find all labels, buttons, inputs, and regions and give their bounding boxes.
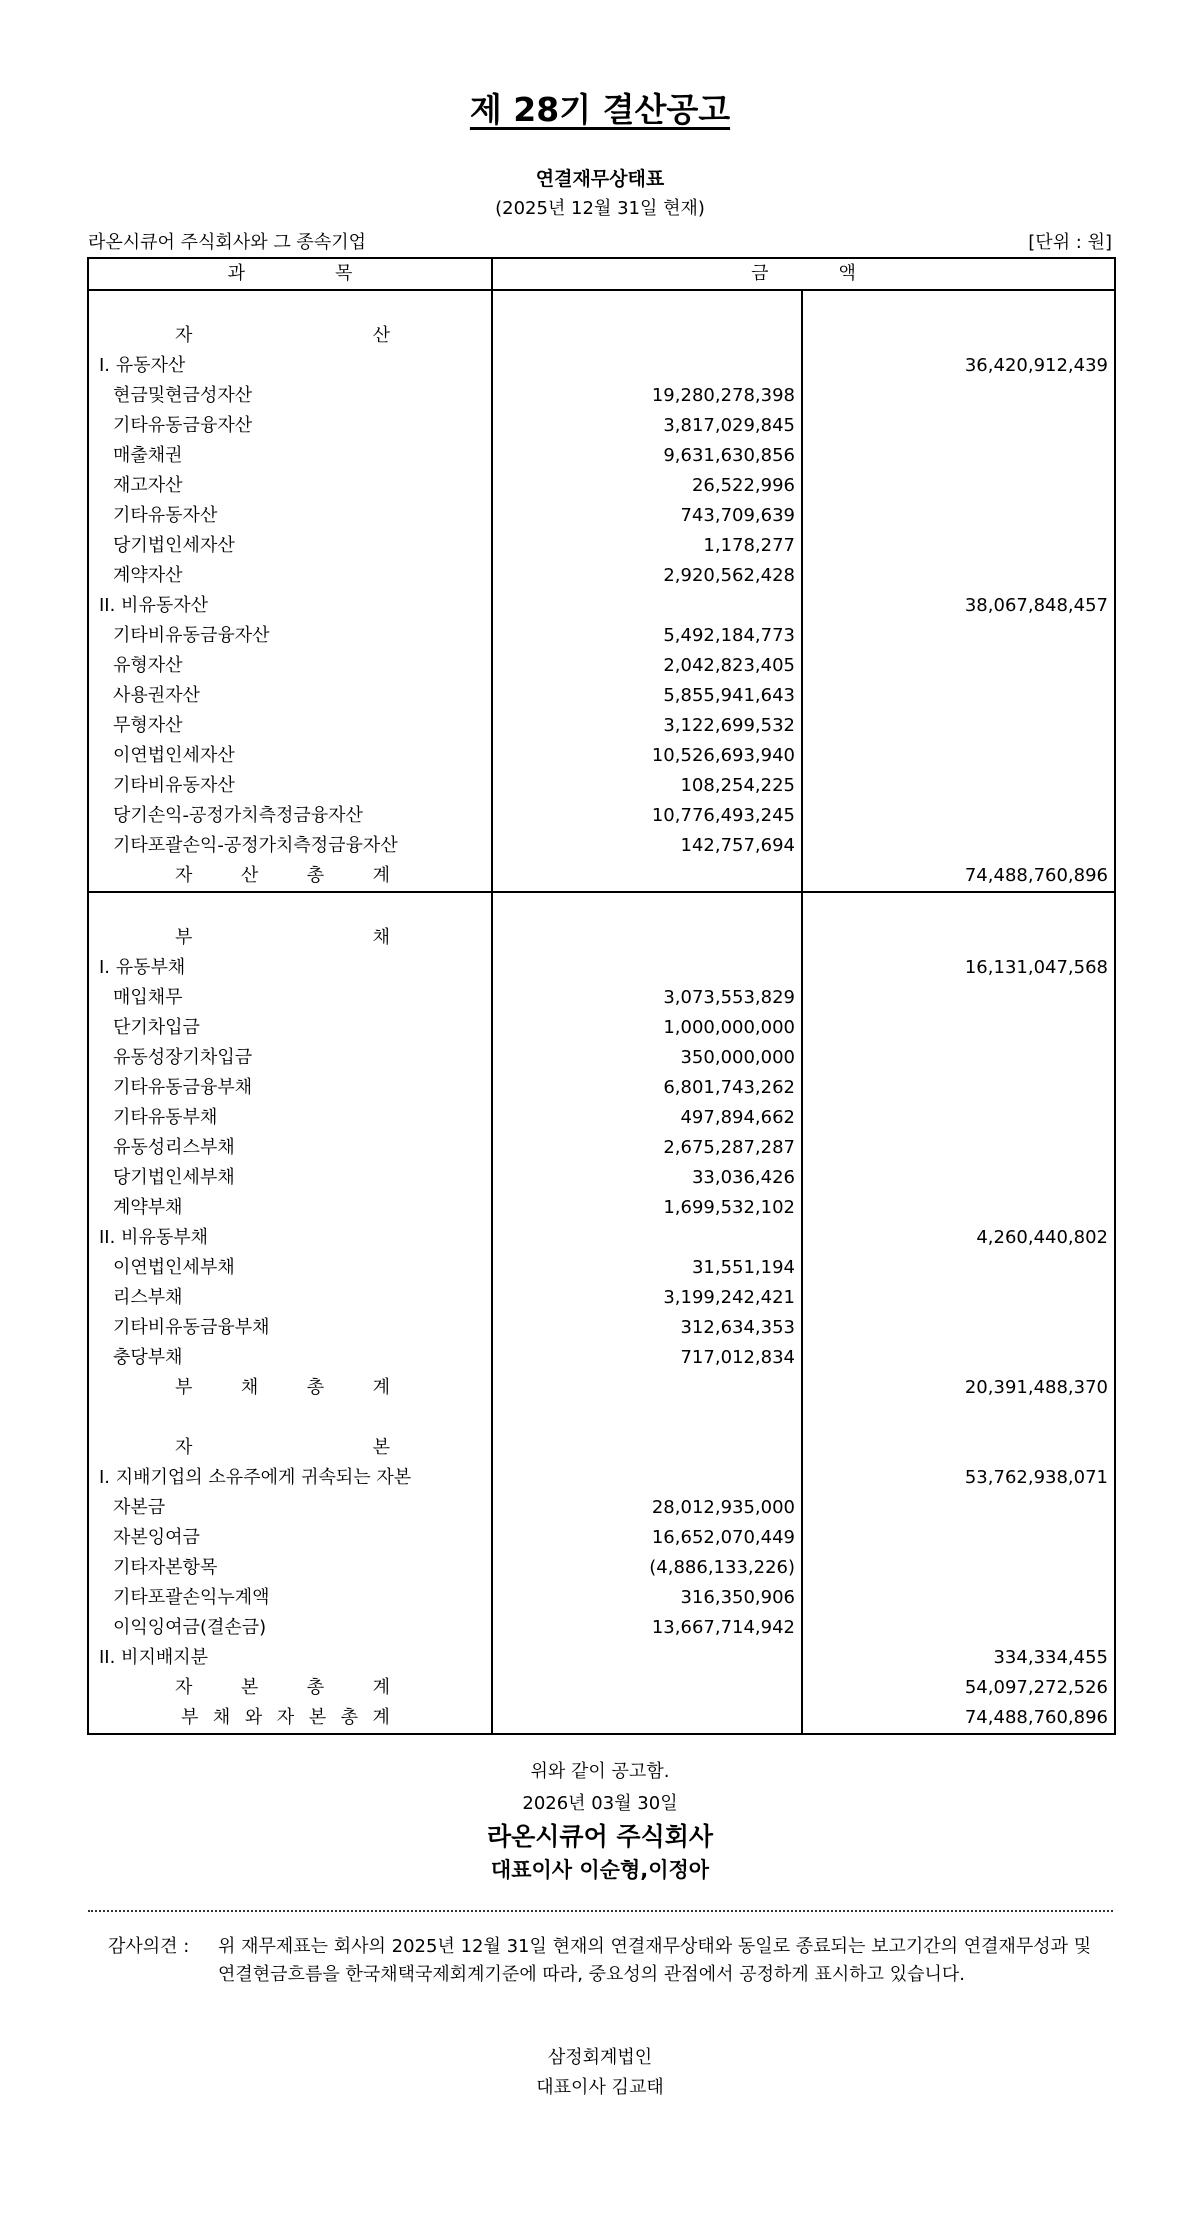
item-label: 유동성장기차입금: [113, 1047, 253, 1068]
item-label: 계약자산: [113, 565, 183, 586]
item-row: [88, 1253, 1115, 1283]
item-label: 이연법인세부채: [113, 1257, 235, 1278]
group-total: 4,260,440,802: [976, 1227, 1108, 1248]
item-row: [88, 1613, 1115, 1643]
grand-total-label: 부 채 와 자 본 총 계: [181, 1707, 390, 1728]
item-label: 이연법인세자산: [113, 745, 235, 766]
liabilities-total-label: 부 채 총 계: [175, 1377, 390, 1398]
item-label: 충당부채: [113, 1347, 183, 1368]
item-row: [88, 1523, 1115, 1553]
item-label: 계약부채: [113, 1197, 183, 1218]
item-value: 312,634,353: [680, 1317, 795, 1338]
item-row: [88, 441, 1115, 471]
auditor-ceo: 대표이사 김교태: [536, 2077, 664, 2098]
section-heading-equity: 자 본: [175, 1437, 390, 1458]
group-label: I. 유동부채: [99, 957, 186, 978]
item-value: 31,551,194: [691, 1257, 795, 1278]
item-label: 기타비유동자산: [113, 775, 235, 796]
group-row: [88, 953, 1115, 983]
balance-sheet-table: [87, 257, 1116, 1735]
header-subject-2: 목: [335, 263, 353, 284]
notice-date: 2026년 03월 30일: [522, 1793, 678, 1814]
item-label: 기타포괄손익-공정가치측정금융자산: [113, 835, 398, 856]
item-row: [88, 801, 1115, 831]
item-row: [88, 1133, 1115, 1163]
item-row: [88, 681, 1115, 711]
item-value: 10,526,693,940: [651, 745, 795, 766]
item-value: 1,178,277: [703, 535, 795, 556]
item-row: [88, 1553, 1115, 1583]
item-value: 2,920,562,428: [663, 565, 795, 586]
item-row: [88, 831, 1115, 861]
item-value: 26,522,996: [691, 475, 795, 496]
grand-total: 74,488,760,896: [964, 1707, 1108, 1728]
group-label: II. 비유동자산: [99, 595, 209, 616]
item-label: 기타포괄손익누계액: [113, 1587, 270, 1608]
page-title: 제 28기 결산공고: [469, 90, 731, 129]
group-row: [88, 591, 1115, 621]
ceo-names: 대표이사 이순형,이정아: [490, 1858, 710, 1882]
section-row: [88, 321, 1115, 351]
item-value: 19,280,278,398: [651, 385, 795, 406]
item-label: 기타비유동금융부채: [113, 1317, 270, 1338]
item-value: 10,776,493,245: [651, 805, 795, 826]
item-label: 매출채권: [113, 445, 183, 466]
item-label: 기타유동부채: [113, 1107, 218, 1128]
total-row: [88, 861, 1115, 892]
item-value: 350,000,000: [680, 1047, 795, 1068]
header-subject-1: 과: [227, 263, 245, 284]
section-row: [88, 923, 1115, 953]
item-value: 1,699,532,102: [663, 1197, 795, 1218]
item-value: 2,675,287,287: [663, 1137, 795, 1158]
item-value: 108,254,225: [680, 775, 795, 796]
item-value: 9,631,630,856: [663, 445, 795, 466]
equity-total-label: 자 본 총 계: [175, 1677, 390, 1698]
item-value: 13,667,714,942: [651, 1617, 795, 1638]
item-label: 사용권자산: [113, 685, 200, 706]
item-row: [88, 381, 1115, 411]
item-label: 당기손익-공정가치측정금융자산: [113, 805, 363, 826]
section-row: [88, 1433, 1115, 1463]
item-label: 유형자산: [113, 655, 183, 676]
statement-title: 연결재무상태표: [535, 168, 665, 190]
item-label: 무형자산: [113, 715, 183, 736]
company-name: 라온시큐어 주식회사: [486, 1822, 714, 1851]
total-row: [88, 1373, 1115, 1403]
equity-total: 54,097,272,526: [964, 1677, 1108, 1698]
item-label: 기타자본항목: [113, 1557, 218, 1578]
item-row: [88, 1043, 1115, 1073]
item-label: 당기법인세자산: [113, 535, 235, 556]
group-total: 53,762,938,071: [964, 1467, 1108, 1488]
item-label: 유동성리스부채: [113, 1137, 235, 1158]
item-row: [88, 741, 1115, 771]
blank-row: [88, 1403, 1115, 1433]
company-row: [88, 230, 1112, 256]
item-label: 이익잉여금(결손금): [113, 1617, 267, 1638]
item-value: 1,000,000,000: [663, 1017, 795, 1038]
section-heading-liabilities: 부 채: [175, 927, 390, 948]
item-row: [88, 1313, 1115, 1343]
group-total: 16,131,047,568: [964, 957, 1108, 978]
item-row: [88, 1493, 1115, 1523]
group-row: [88, 1463, 1115, 1493]
group-row: [88, 351, 1115, 381]
item-value: 142,757,694: [680, 835, 795, 856]
assets-total-label: 자 산 총 계: [175, 865, 390, 886]
item-value: 743,709,639: [680, 505, 795, 526]
group-total: 36,420,912,439: [964, 355, 1108, 376]
item-value: 16,652,070,449: [651, 1527, 795, 1548]
group-label: I. 지배기업의 소유주에게 귀속되는 자본: [99, 1467, 412, 1488]
notice-text: 위와 같이 공고함.: [530, 1761, 670, 1782]
item-row: [88, 711, 1115, 741]
item-row: [88, 531, 1115, 561]
item-value: (4,886,133,226): [649, 1557, 795, 1578]
item-value: 2,042,823,405: [663, 655, 795, 676]
company-line: 라온시큐어 주식회사와 그 종속기업: [88, 232, 366, 253]
item-row: [88, 471, 1115, 501]
header-amount-2: 액: [838, 263, 856, 284]
item-label: 기타유동자산: [113, 505, 218, 526]
item-value: 316,350,906: [680, 1587, 795, 1608]
blank-row: [88, 290, 1115, 321]
item-label: 매입채무: [113, 987, 183, 1008]
audit-label: 감사의견 :: [108, 1936, 190, 1957]
group-total: 38,067,848,457: [964, 595, 1108, 616]
item-row: [88, 1193, 1115, 1223]
item-row: [88, 1013, 1115, 1043]
item-value: 497,894,662: [680, 1107, 795, 1128]
item-value: 5,855,941,643: [663, 685, 795, 706]
item-label: 재고자산: [113, 475, 183, 496]
grand-total-row: [88, 1703, 1115, 1734]
item-row: [88, 411, 1115, 441]
blank-row: [88, 892, 1115, 923]
item-value: 6,801,743,262: [663, 1077, 795, 1098]
total-row: [88, 1673, 1115, 1703]
auditor-name: 삼정회계법인: [547, 2047, 653, 2068]
item-label: 현금및현금성자산: [113, 385, 253, 406]
item-label: 기타유동금융부채: [113, 1077, 253, 1098]
group-row: [88, 1643, 1115, 1673]
item-label: 기타비유동금융자산: [113, 625, 270, 646]
item-row: [88, 983, 1115, 1013]
item-value: 717,012,834: [680, 1347, 795, 1368]
item-row: [88, 561, 1115, 591]
item-row: [88, 1103, 1115, 1133]
item-value: 33,036,426: [691, 1167, 795, 1188]
item-value: 3,122,699,532: [663, 715, 795, 736]
item-row: [88, 1583, 1115, 1613]
table-header: [88, 258, 1115, 290]
group-label: II. 비유동부채: [99, 1227, 209, 1248]
as-of-date: (2025년 12월 31일 현재): [495, 198, 705, 219]
item-row: [88, 1283, 1115, 1313]
audit-opinion: 위 재무제표는 회사의 2025년 12월 31일 현재의 연결재무상태와 동일로 종료되는 보고기간의 연결재무성과 및 연결현금흐름을 한국채택국제회계기준에 따라, 중요성의 관점에서 공정하게 표시하고 있습니다.: [218, 1936, 1092, 1985]
liabilities-total: 20,391,488,370: [964, 1377, 1108, 1398]
item-value: 28,012,935,000: [651, 1497, 795, 1518]
item-row: [88, 1343, 1115, 1373]
group-row: [88, 1223, 1115, 1253]
item-label: 리스부채: [113, 1287, 183, 1308]
item-row: [88, 501, 1115, 531]
dotted-divider: [88, 1910, 1113, 1912]
item-value: 3,199,242,421: [663, 1287, 795, 1308]
item-row: [88, 771, 1115, 801]
item-value: 3,073,553,829: [663, 987, 795, 1008]
item-row: [88, 621, 1115, 651]
item-value: 3,817,029,845: [663, 415, 795, 436]
item-row: [88, 1163, 1115, 1193]
item-label: 단기차입금: [113, 1017, 200, 1038]
item-label: 자본잉여금: [113, 1527, 200, 1548]
item-value: 5,492,184,773: [663, 625, 795, 646]
unit-label: [단위 : 원]: [1028, 232, 1112, 253]
item-label: 기타유동금융자산: [113, 415, 253, 436]
item-label: 자본금: [113, 1497, 166, 1518]
section-heading-assets: 자 산: [175, 325, 390, 346]
assets-total: 74,488,760,896: [964, 865, 1108, 886]
group-label: I. 유동자산: [99, 355, 186, 376]
group-total: 334,334,455: [993, 1647, 1108, 1668]
group-label: II. 비지배지분: [99, 1647, 209, 1668]
item-row: [88, 651, 1115, 681]
item-label: 당기법인세부채: [113, 1167, 235, 1188]
header-amount-1: 금: [751, 263, 769, 284]
item-row: [88, 1073, 1115, 1103]
